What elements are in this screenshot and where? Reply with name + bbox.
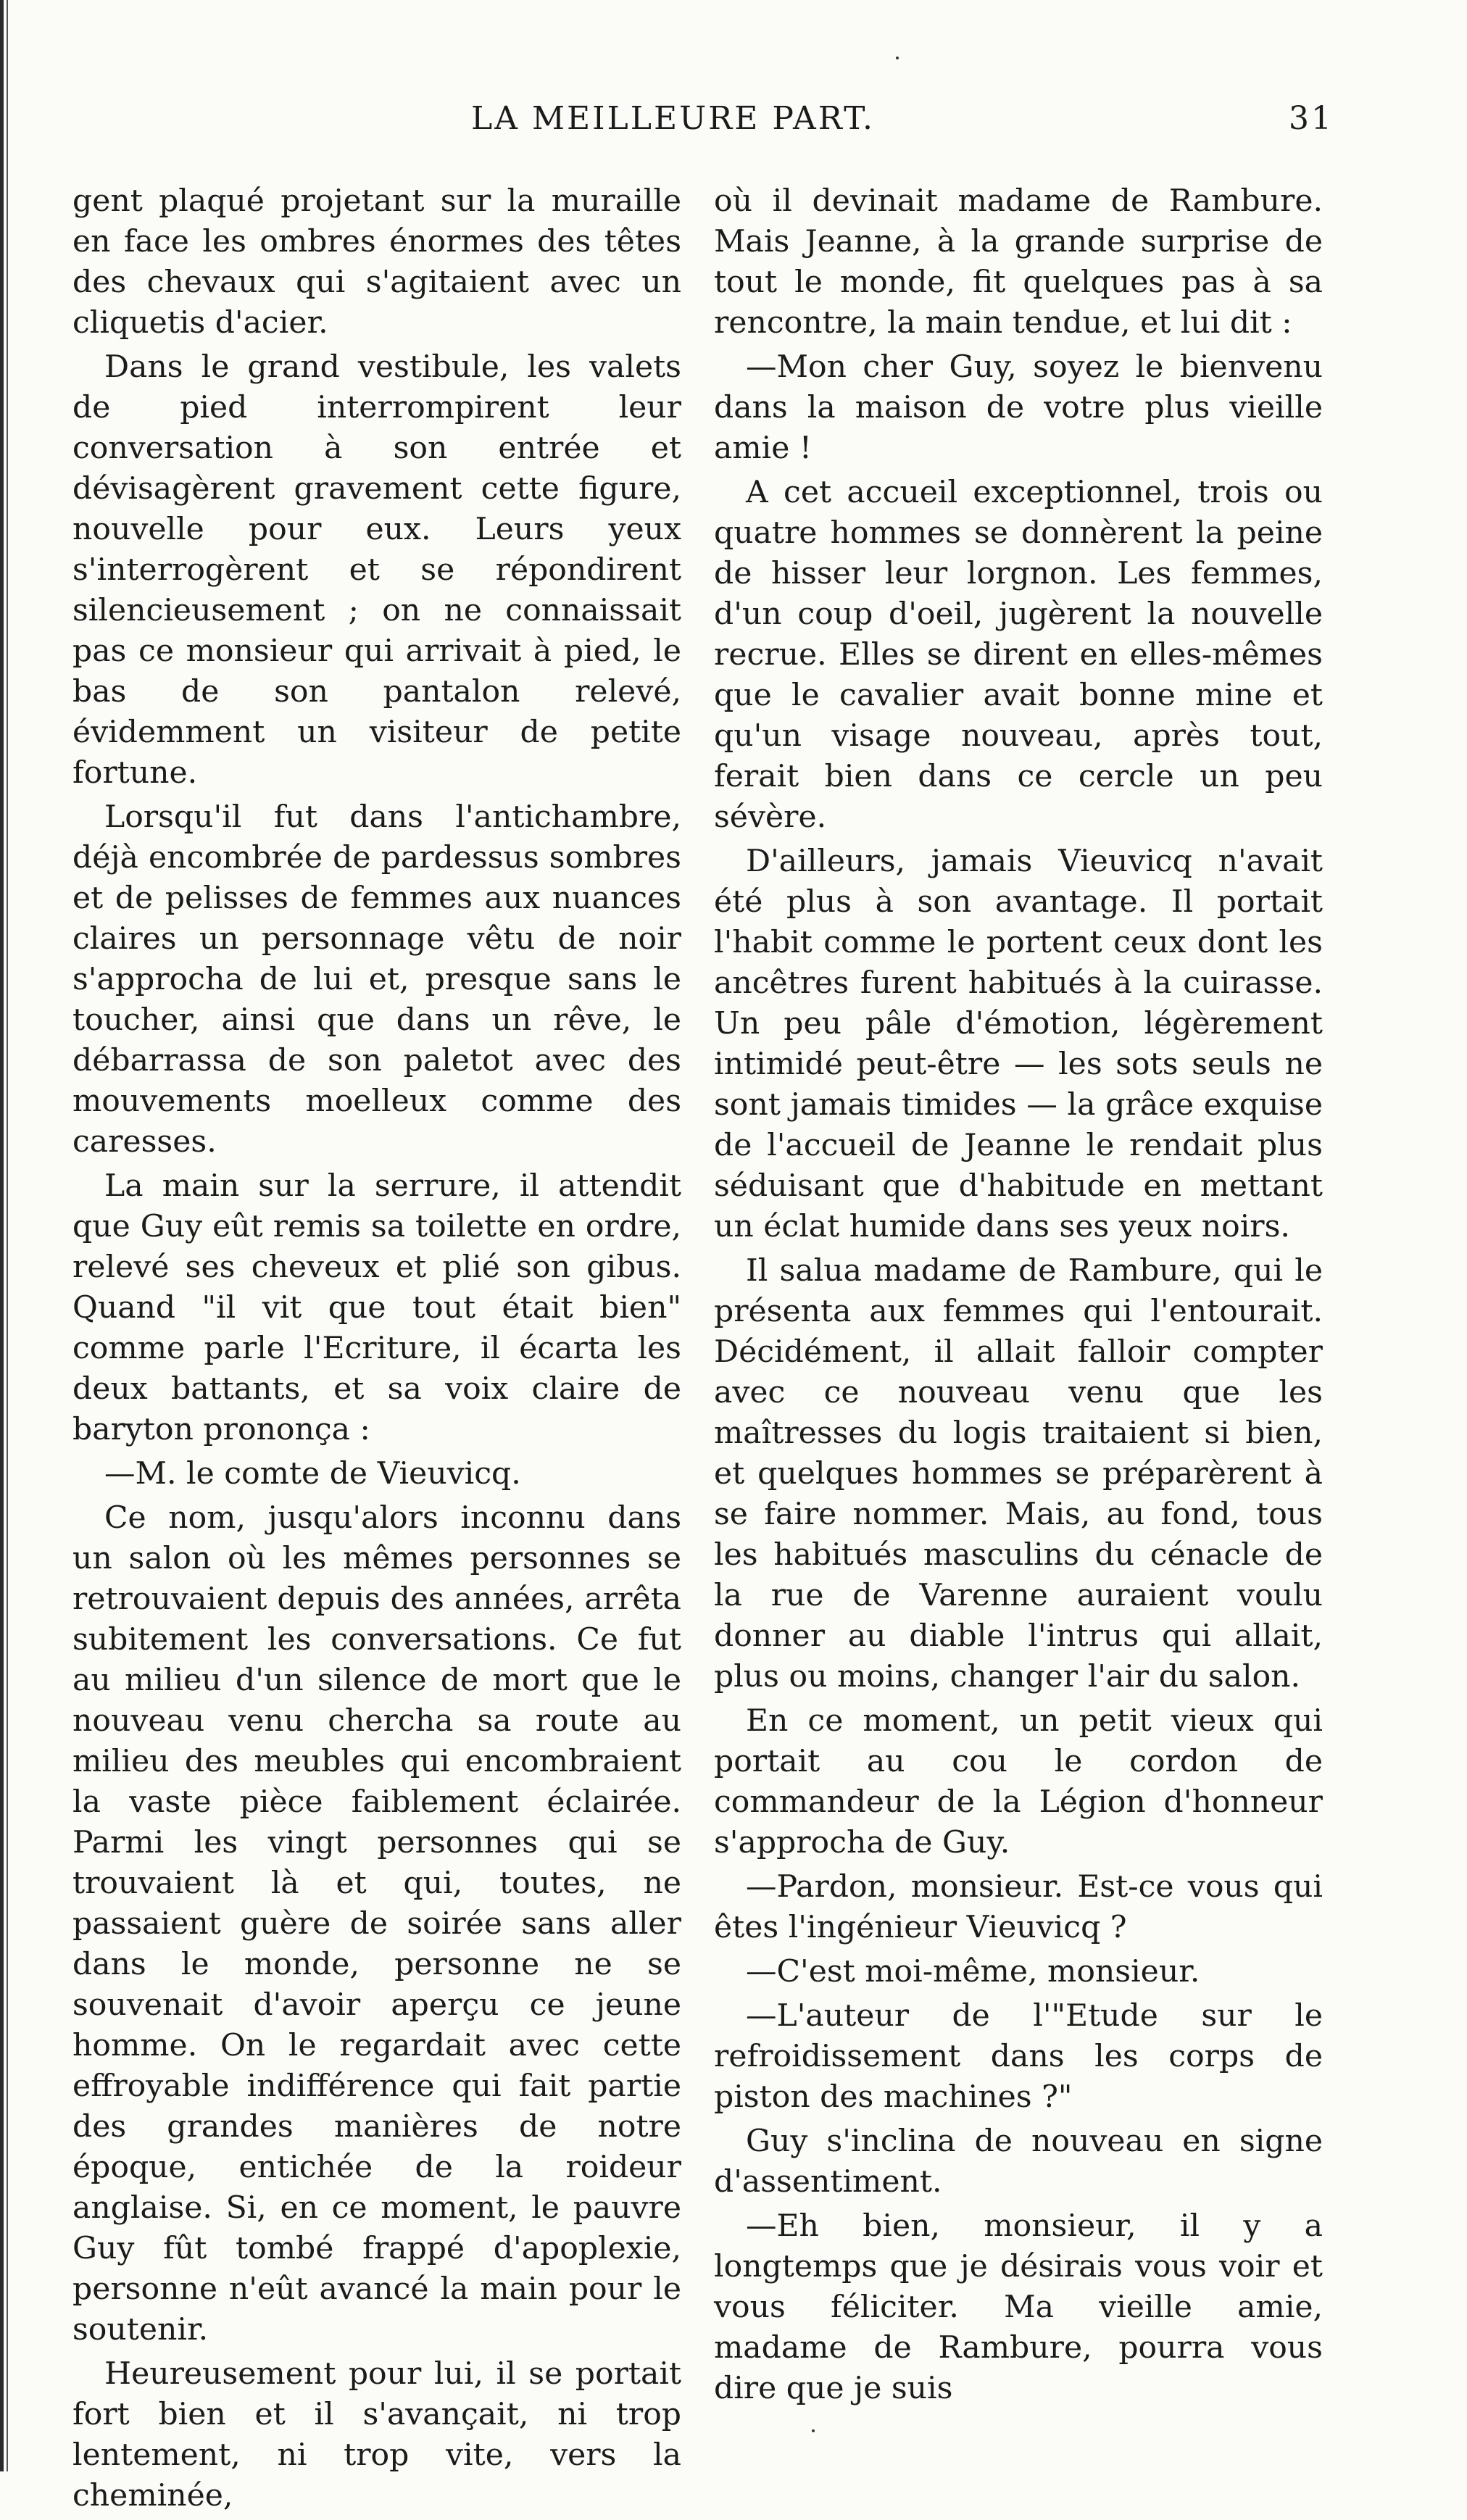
paragraph: Heureusement pour lui, il se portait fort bien et il s'avançait, ni trop lentement, ni trop vite, vers la cheminée, bbox=[72, 2356, 681, 2513]
paragraph: gent plaqué projetant sur la muraille en face les ombres énormes des têtes des chevaux qui s'agitaient avec un cliquetis d'acier. bbox=[72, 183, 681, 341]
paragraph: où il devinait madame de Rambure. Mais Jeanne, à la grande surprise de tout le monde, fit quelques pas à sa rencontre, la main tendue, et lui dit : bbox=[714, 183, 1323, 341]
paragraph: —Pardon, monsieur. Est-ce vous qui êtes l'ingénieur Vieuvicq ? bbox=[714, 1869, 1323, 1945]
scan-speck bbox=[812, 2429, 815, 2432]
scan-speck bbox=[896, 57, 899, 59]
paragraph: A cet accueil exceptionnel, trois ou quatre hommes se donnèrent la peine de hisser leur lorgnon. Les femmes, d'un coup d'oeil, jugèrent la nouvelle recrue. Elles se dirent en elles-mêmes que le cavalier avait bonne mine et qu'un visage nouveau, après tout, ferait bien dans ce cercle un peu sévère. bbox=[714, 475, 1323, 835]
paragraph: —Mon cher Guy, soyez le bienvenu dans la maison de votre plus vieille amie ! bbox=[714, 349, 1323, 466]
right-column bbox=[714, 181, 1323, 2413]
page-number: 31 bbox=[1289, 100, 1334, 137]
left-column bbox=[72, 181, 681, 2520]
paragraph: La main sur la serrure, il attendit que Guy eût remis sa toilette en ordre, relevé ses cheveux et plié son gibus. Quand "il vit que tout était bien" comme parle l'Ecriture, il écarta les deux battants, et sa voix claire de baryton prononça : bbox=[72, 1168, 681, 1447]
paragraph: —Eh bien, monsieur, il y a longtemps que je désirais vous voir et vous féliciter. Ma vieille amie, madame de Rambure, pourra vous dire que je suis bbox=[714, 2208, 1323, 2406]
paragraph: —M. le comte de Vieuvicq. bbox=[104, 1456, 521, 1492]
page-header bbox=[65, 93, 1334, 144]
paragraph: —C'est moi-même, monsieur. bbox=[746, 1954, 1200, 1989]
paragraph: Il salua madame de Rambure, qui le présenta aux femmes qui l'entourait. Décidément, il allait falloir compter avec ce nouveau venu que les maîtresses du logis traitaient si bien, et quelques hommes se préparèrent à se faire nommer. Mais, au fond, tous les habitués masculins du cénacle de la rue de Varenne auraient voulu donner au diable l'intrus qui allait, plus ou moins, changer l'air du salon. bbox=[714, 1253, 1323, 1694]
paragraph: D'ailleurs, jamais Vieuvicq n'avait été plus à son avantage. Il portait l'habit comme le portent ceux dont les ancêtres furent habitués à la cuirasse. Un peu pâle d'émotion, légèrement intimidé peut-être — les sots seuls ne sont jamais timides — la grâce exquise de l'accueil de Jeanne le rendait plus séduisant que d'habitude en mettant un éclat humide dans ses yeux noirs. bbox=[714, 844, 1323, 1244]
paragraph: —L'auteur de l'"Etude sur le refroidissement dans les corps de piston des machines ?" bbox=[714, 1998, 1323, 2115]
paragraph: Dans le grand vestibule, les valets de pied interrompirent leur conversation à son entrée et dévisagèrent gravement cette figure, nouvelle pour eux. Leurs yeux s'interrogèrent et se répondirent silencieusement ; on ne connaissait pas ce monsieur qui arrivait à pied, le bas de son pantalon relevé, évidemment un visiteur de petite fortune. bbox=[72, 349, 681, 791]
book-binding-edge bbox=[0, 0, 16, 2471]
paragraph: Guy s'inclina de nouveau en signe d'assentiment. bbox=[714, 2124, 1323, 2200]
paragraph: Lorsqu'il fut dans l'antichambre, déjà encombrée de pardessus sombres et de pelisses de femmes aux nuances claires un personnage vêtu de noir s'approcha de lui et, presque sans le toucher, ainsi que dans un rêve, le débarrassa de son paletot avec des mouvements moelleux comme des caresses. bbox=[72, 799, 681, 1160]
paragraph: En ce moment, un petit vieux qui portait au cou le cordon de commandeur de la Légion d'honneur s'approcha de Guy. bbox=[714, 1703, 1323, 1860]
paragraph: Ce nom, jusqu'alors inconnu dans un salon où les mêmes personnes se retrouvaient depuis des années, arrêta subitement les conversations. Ce fut au milieu d'un silence de mort que le nouveau venu chercha sa route au milieu des meubles qui encombraient la vaste pièce faiblement éclairée. Parmi les vingt personnes qui se trouvaient là et qui, toutes, ne passaient guère de soirée sans aller dans le monde, personne ne se souvenait d'avoir aperçu ce jeune homme. On le regardait avec cette effroyable indifférence qui fait partie des grandes manières de notre époque, entichée de la roideur anglaise. Si, en ce moment, le pauvre Guy fût tombé frappé d'apoplexie, personne n'eût avancé la main pour le soutenir. bbox=[72, 1500, 681, 2348]
running-title: LA MEILLEURE PART. bbox=[471, 100, 875, 137]
